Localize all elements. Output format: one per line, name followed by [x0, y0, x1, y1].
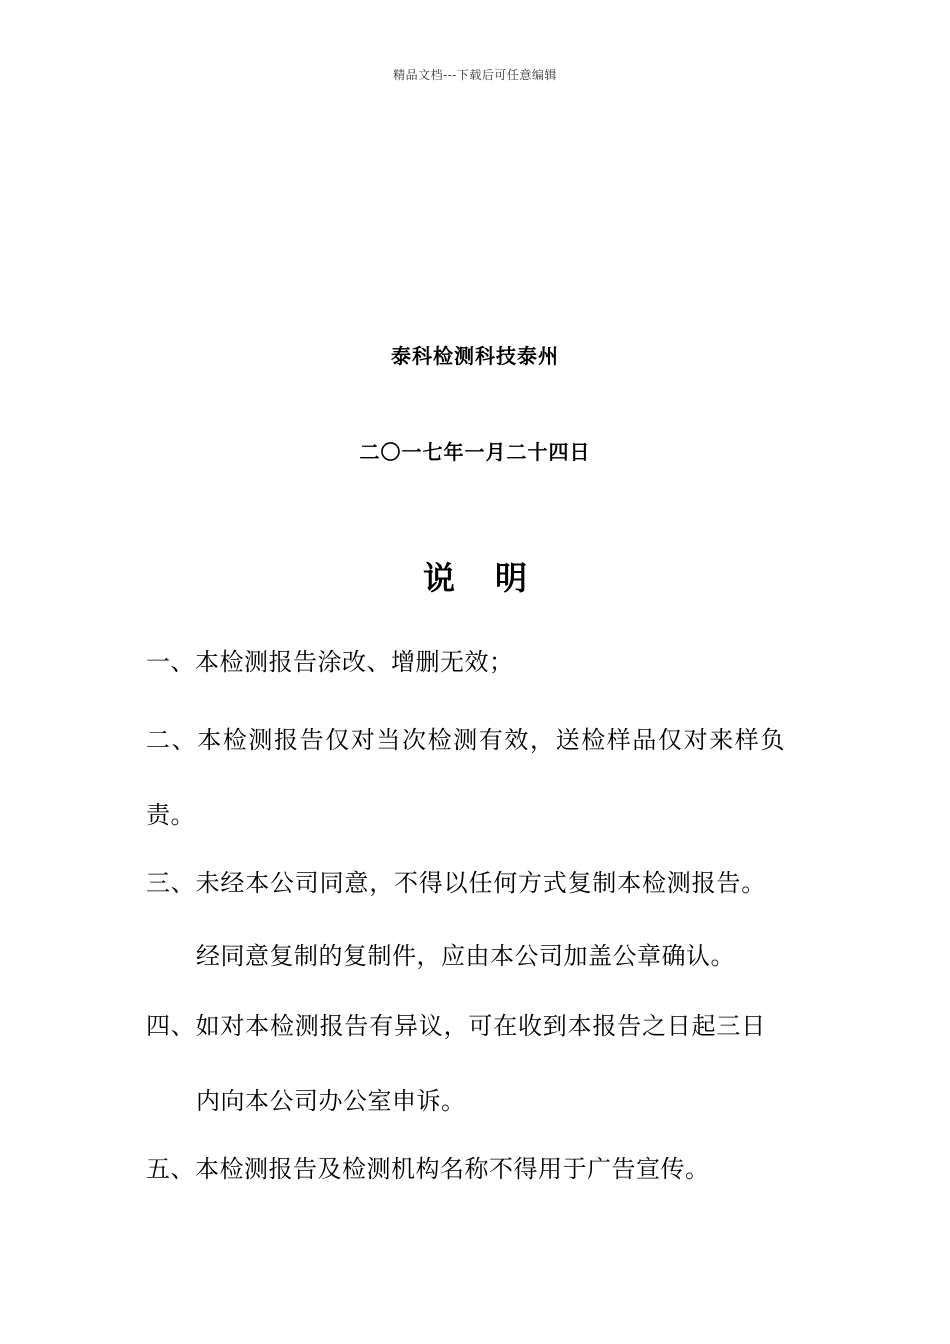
instruction-line-3-continued: 经同意复制的复制件，应由本公司加盖公章确认。 [196, 942, 735, 970]
instruction-line-4-continued: 内向本公司办公室申诉。 [196, 1087, 466, 1115]
instruction-line-2-continued: 责。 [146, 801, 195, 829]
report-date: 二〇一七年一月二十四日 [359, 440, 591, 464]
instruction-line-4: 四、如对本检测报告有异议，可在收到本报告之日起三日 [146, 1012, 766, 1040]
instruction-line-1: 一、本检测报告涂改、增删无效； [146, 648, 514, 676]
header-note: 精品文档---下载后可任意编辑 [393, 68, 557, 82]
instruction-line-5: 五、本检测报告及检测机构名称不得用于广告宣传。 [146, 1155, 710, 1183]
instruction-line-2: 二、本检测报告仅对当次检测有效，送检样品仅对来样负 [146, 726, 786, 754]
company-name: 泰科检测科技泰州 [391, 344, 559, 368]
instruction-line-3: 三、未经本公司同意，不得以任何方式复制本检测报告。 [146, 869, 766, 897]
instructions-title: 说明 [422, 559, 567, 597]
